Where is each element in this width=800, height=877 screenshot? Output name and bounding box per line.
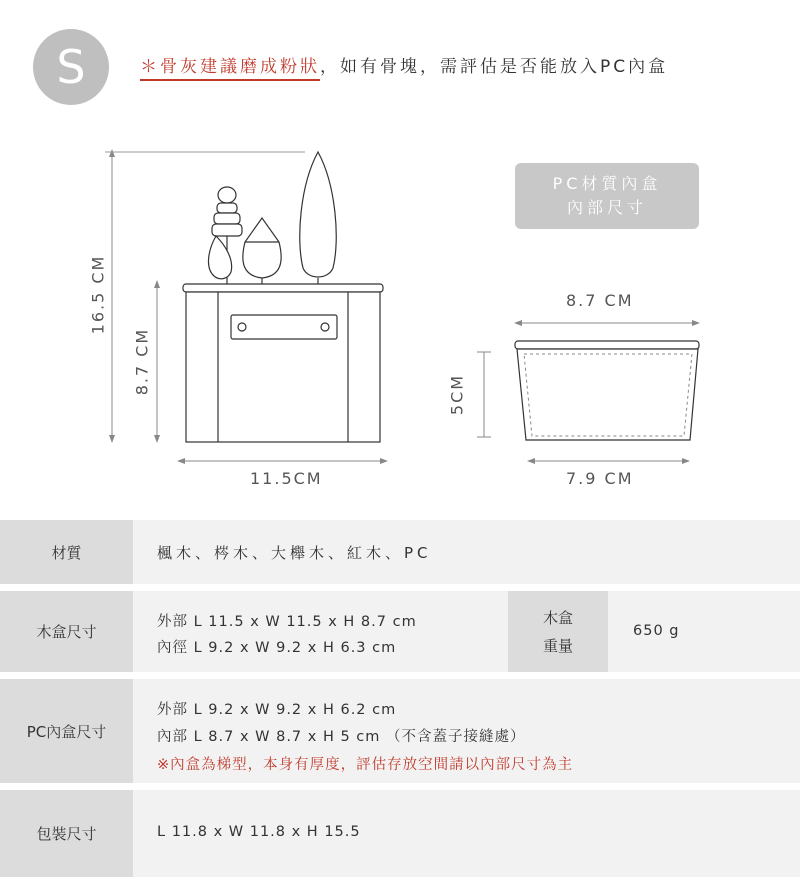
box-inner-size: 內徑 L 9.2 x W 9.2 x H 6.3 cm (157, 640, 397, 656)
dim-box-width: 11.5CM (250, 469, 323, 488)
dim-pc-bottom-width: 7.9 CM (566, 469, 634, 488)
weight-value: 650 g (633, 623, 680, 639)
material-row (133, 520, 800, 584)
package-row (133, 790, 800, 877)
box-size-header: 木盒尺寸 (0, 591, 133, 672)
wooden-urn-box (183, 284, 383, 442)
dim-pc-height: 5CM (447, 373, 467, 416)
box-outer-size: 外部 L 11.5 x W 11.5 x H 8.7 cm (157, 614, 417, 630)
dim-pc-top-width: 8.7 CM (566, 291, 634, 310)
pc-size-row (133, 679, 800, 783)
pc-inner-size: 內部 L 8.7 x W 8.7 x H 5 cm （不含蓋子接縫處） (157, 729, 526, 745)
material-value: 楓木、梣木、大櫸木、紅木、PC (157, 544, 432, 562)
pc-inner-box (515, 341, 699, 440)
pc-size-header: PC內盒尺寸 (0, 679, 133, 783)
package-header: 包裝尺寸 (0, 790, 133, 877)
dim-box-height: 8.7 CM (132, 327, 152, 396)
pc-label-line2: 內部尺寸 (566, 198, 647, 217)
weight-header (508, 591, 608, 672)
pc-label-line1: PC材質內盒 (552, 174, 662, 193)
pc-outer-size: 外部 L 9.2 x W 9.2 x H 6.2 cm (157, 702, 397, 718)
box-size-row (133, 591, 800, 672)
package-size: L 11.8 x W 11.8 x H 15.5 (157, 824, 361, 840)
weight-label-1: 木盒 (542, 608, 573, 627)
pc-size-note: ※內盒為梯型，本身有厚度，評估存放空間請以內部尺寸為主 (157, 757, 574, 773)
pc-box-label (515, 163, 699, 229)
section-badge: S (33, 29, 109, 105)
tree-decorations (208, 152, 336, 284)
ash-note-highlight: ＊骨灰建議磨成粉狀 (140, 57, 320, 81)
weight-label-2: 重量 (542, 636, 573, 655)
dim-total-height: 16.5 CM (88, 254, 108, 335)
ash-note-rest: ，如有骨塊，需評估是否能放入PC內盒 (320, 57, 669, 77)
material-header: 材質 (0, 520, 133, 584)
